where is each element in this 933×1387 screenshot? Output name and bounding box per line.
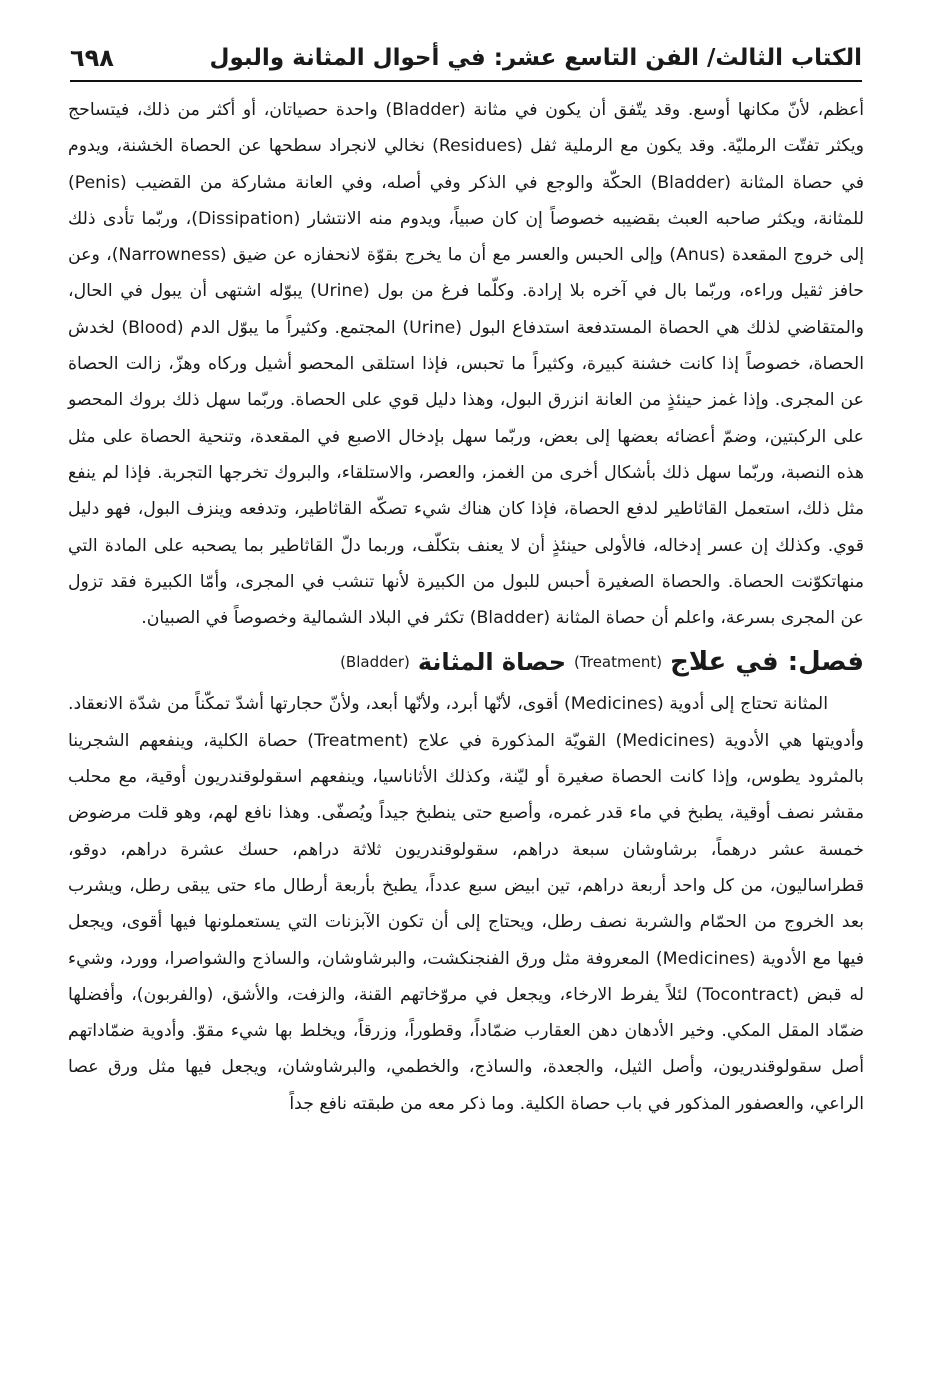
body-paragraph-2: المثانة تحتاج إلى أدوية (Medicines) أقوى، لأنّها أبرد، ولأنّها أبعد، ولأنّ حجارتها أشدّ تمكّناً من شدّة الانعقاد. وأدويتها هي الأدوية (Medicines) القويّة المذكورة في علاج (Treatment) حصاة الكلية، وينفعهم الشجرينا بالمثرود يطوس، وإذا كانت الحصاة صغيرة أو ليّنة، وكذلك الأثاناسيا، وينفعهم اسقولوقندريون أوقية، مع محلب مقشر نصف أوقية، يطبخ في ماء قدر غمره، وأصبع حتى ينطبخ جيداً ويُصفّى. وهذا نافع لهم، وهو قلت مرضوض خمسة عشر درهماً، برشاوشان سبعة دراهم، سقولوقندريون ثلاثة دراهم، حسك عشرة دراهم، دوقو، قطراساليون، من كل واحد أربعة دراهم، تين ابيض سبع عدداً، يطبخ بأربعة أرطال ماء حتى يبقى رطل، ويشرب بعد الخروج من الحمّام والشربة نصف رطل، ويحتاج إلى أن تكون الآبزنات التي يستعملونها فيها أقوى، ويجعل فيها مع الأدوية (Medicines) المعروفة مثل ورق الفنجنكشت، والبرشاوشان، والساذج والشواصرا، وورد، وشيء له قبض (Tocontract) لئلاً يفرط الارخاء، ويجعل في مروّخاتهم القنة، والزفت، والأشق، (والفربون)، وأفضلها ضمّاد المقل المكي. وخير الأدهان دهن العقارب ضمّاداً، وقطوراً، وزرقاً، ويخلط بها شيء مقوّ. وأدوية ضمّاداتهم أصل سقولوقندريون، وأصل الثيل، والجعدة، والساذج، والخطمي، والبرشاوشان، ويجعل فيها مثل ورق عصا الراعي، والعصفور المذكور في باب حصاة الكلية. وما ذكر معه من طبقته نافع جداً xyxy=(68,694,864,1114)
running-head: الكتاب الثالث/ الفن التاسع عشر: في أحوال المثانة والبول xyxy=(209,45,862,71)
page-header xyxy=(70,32,862,72)
section-heading-subject: حصاة المثانة xyxy=(417,648,567,677)
header-rule xyxy=(70,80,862,82)
section-heading-term-bladder: (Bladder) xyxy=(340,653,410,672)
section-heading xyxy=(68,642,864,682)
page-number: ٦٩٨ xyxy=(70,44,114,72)
body-paragraph-1: أعظم، لأنّ مكانها أوسع. وقد يتّفق أن يكون في مثانة (Bladder) واحدة حصياتان، أو أكثر من ذلك، فيتساحج ويكثر تفتّت الرمليّة. وقد يكون مع الرملية ثفل (Residues) نخالي لانجراد سطحها عن الحصاة الخشنة، ويدوم في حصاة المثانة (Bladder) الحكّة والوجع في الذكر وفي أصله، وفي العانة مشاركة من القضيب (Penis) للمثانة، ويكثر صاحبه العبث بقضيبه خصوصاً إن كان صبياً، ويدوم منه الانتشار (Dissipation)، وربّما تأدى ذلك إلى خروج المقعدة (Anus) وإلى الحبس والعسر مع أن ما يخرج بقوّة لانحفازه عن ضيق (Narrowness)، وعن حافز ثقيل وراءه، وربّما بال في آخره بلا إرادة. وكلّما فرغ من بول (Urine) يبوّله اشتهى أن يبول في الحال، والمتقاضي لذلك هي الحصاة المستدفعة استدفاع البول (Urine) المجتمع. وكثيراً ما يبوّل الدم (Blood) لخدش الحصاة، خصوصاً إذا كانت خشنة كبيرة، وكثيراً ما تحبس، فإذا استلقى المحصو أشيل وركاه وهزّ، زالت الحصاة عن المجرى. وإذا غمز حينئذٍ من العانة انزرق البول، وهذا دليل قوي على الحصاة. وربّما سهل ذلك بروك المحصو على الركبتين، وضمّ أعضائه بعضها إلى بعض، وربّما سهل بإدخال الاصبع في المقعدة، وتنحية الحصاة على مثل هذه النصبة، وربّما سهل ذلك بأشكال أخرى من الغمز، والعصر، والاستلقاء، والبروك تخرجها التجربة. فإذا لم ينفع مثل ذلك، استعمل القاثاطير لدفع الحصاة، فإذا كان هناك شيء تصكّه القاثاطير، وتدفعه وينزف البول، فهو دليل قوي. وكذلك إن عسر إدخاله، فالأولى حينئذٍ أن لا يعنف بتكلّف، وربما دلّ القاثاطير بما يصحبه على المادة التي منهاتكوّنت الحصاة. والحصاة الصغيرة أحبس للبول من الكبيرة لأنها تنشب في المجرى، وأمّا الكبيرة فقد تزول عن المجرى بسرعة، واعلم أن حصاة المثانة (Bladder) تكثر في البلاد الشمالية وخصوصاً في الصبيان. xyxy=(68,100,865,629)
section-heading-title: فصل: في علاج xyxy=(670,647,864,678)
page-body xyxy=(68,92,864,1122)
section-heading-term-treatment: (Treatment) xyxy=(574,653,663,672)
